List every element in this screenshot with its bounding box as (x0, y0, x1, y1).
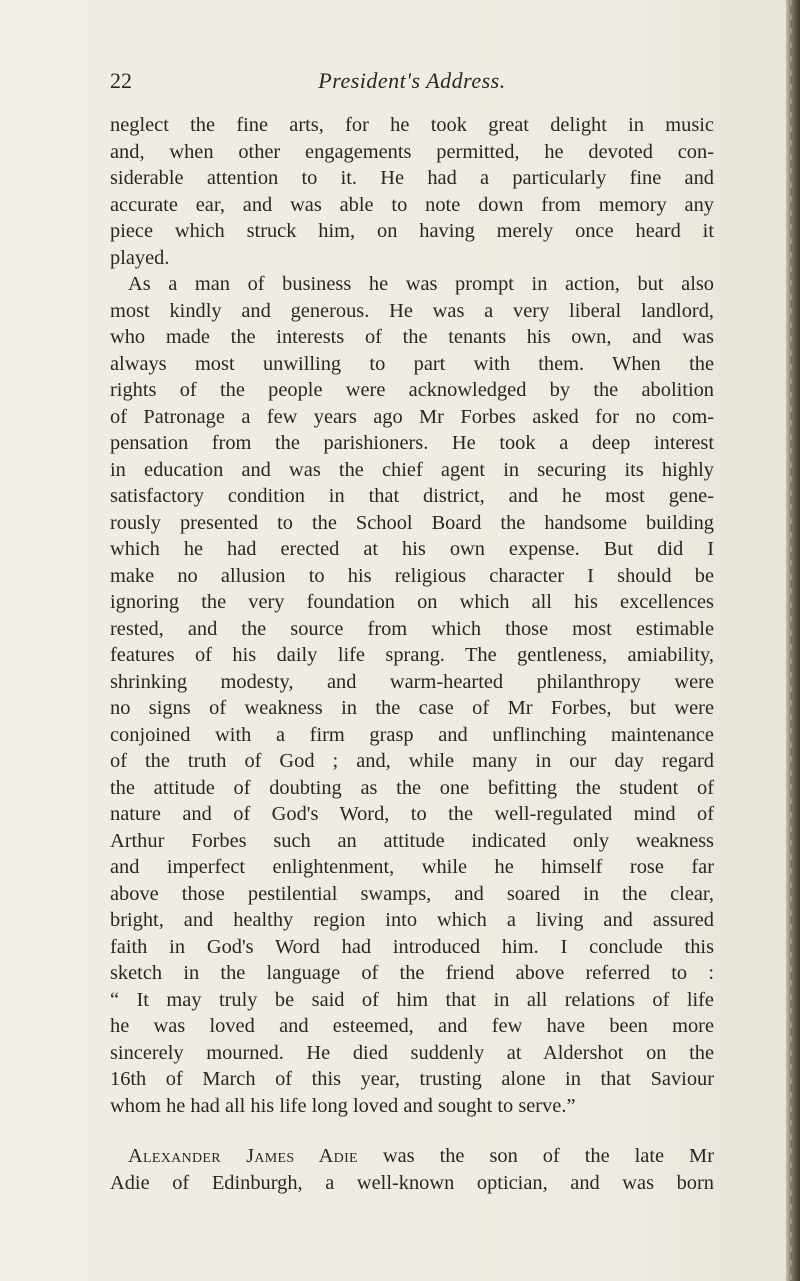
text-line: and imperfect enlightenment, while he himself rose far (110, 856, 714, 878)
text-line: satisfactory condition in that district, and he most gene- (110, 485, 714, 507)
paragraph-start-line (110, 1143, 714, 1170)
text-line: played. (110, 246, 170, 269)
body-text (110, 112, 714, 1196)
text-line: ignoring the very foundation on which all his excellences (110, 591, 714, 613)
text-line: bright, and healthy region into which a living and assured (110, 909, 714, 931)
paragraph-gap (110, 1119, 714, 1143)
page-number: 22 (110, 68, 132, 93)
text-line: rested, and the source from which those most estimable (110, 617, 714, 640)
text-line: nature and of God's Word, to the well-regulated mind of (110, 803, 714, 825)
text-line: always most unwilling to part with them. When the (110, 352, 714, 375)
text-line: rously presented to the School Board the handsome building (110, 511, 714, 534)
person-name: Alexander James Adie (128, 1145, 358, 1167)
text-fragment: was the son of the late Mr (357, 1145, 714, 1167)
text-line: siderable attention to it. He had a particularly fine and (110, 167, 714, 189)
text-line: conjoined with a firm grasp and unflinching maintenance (110, 723, 714, 746)
text-line: piece which struck him, on having merely once heard it (110, 220, 714, 242)
text-line: shrinking modesty, and warm-hearted philanthropy were (110, 670, 714, 693)
quote-line: 16th of March of this year, trusting alone in that Saviour (110, 1068, 714, 1090)
text-line: features of his daily life sprang. The gentleness, amiability, (110, 644, 714, 666)
text-line: of Patronage a few years ago Mr Forbes asked for no com- (110, 405, 714, 428)
text-line: above those pestilential swamps, and soared in the clear, (110, 882, 714, 905)
text-line: pensation from the parishioners. He took a deep interest (110, 432, 714, 454)
text-line: faith in God's Word had introduced him. I conclude this (110, 935, 714, 958)
page-header (110, 68, 714, 98)
text-line: who made the interests of the tenants his own, and was (110, 326, 714, 348)
quote-line: he was loved and esteemed, and few have been more (110, 1015, 714, 1037)
text-line: neglect the fine arts, for he took great delight in music (110, 114, 714, 136)
text-line: make no allusion to his religious character I should be (110, 564, 714, 587)
paragraph-start-line: As a man of business he was prompt in action, but also (128, 273, 714, 295)
text-line: of the truth of God ; and, while many in our day regard (110, 750, 714, 772)
quote-line: sincerely mourned. He died suddenly at Aldershot on the (110, 1041, 714, 1064)
quote-line: “ It may truly be said of him that in all relations of life (110, 988, 714, 1011)
text-line: rights of the people were acknowledged by the abolition (110, 379, 714, 401)
text-line: accurate ear, and was able to note down from memory any (110, 193, 714, 216)
text-line: in education and was the chief agent in securing its highly (110, 458, 714, 481)
text-line: Adie of Edinburgh, a well-known optician, and was born (110, 1171, 714, 1194)
page-edge (786, 0, 800, 1281)
text-line: and, when other engagements permitted, he devoted con- (110, 140, 714, 163)
text-line: Arthur Forbes such an attitude indicated only weakness (110, 829, 714, 852)
text-line: no signs of weakness in the case of Mr Forbes, but were (110, 697, 714, 719)
text-line: which he had erected at his own expense. But did I (110, 538, 714, 560)
running-title: President's Address. (318, 68, 506, 93)
text-line: the attitude of doubting as the one befitting the student of (110, 776, 714, 799)
quote-line: whom he had all his life long loved and sought to serve.” (110, 1094, 576, 1117)
text-line: sketch in the language of the friend above referred to : (110, 962, 714, 984)
text-line: most kindly and generous. He was a very liberal landlord, (110, 299, 714, 322)
